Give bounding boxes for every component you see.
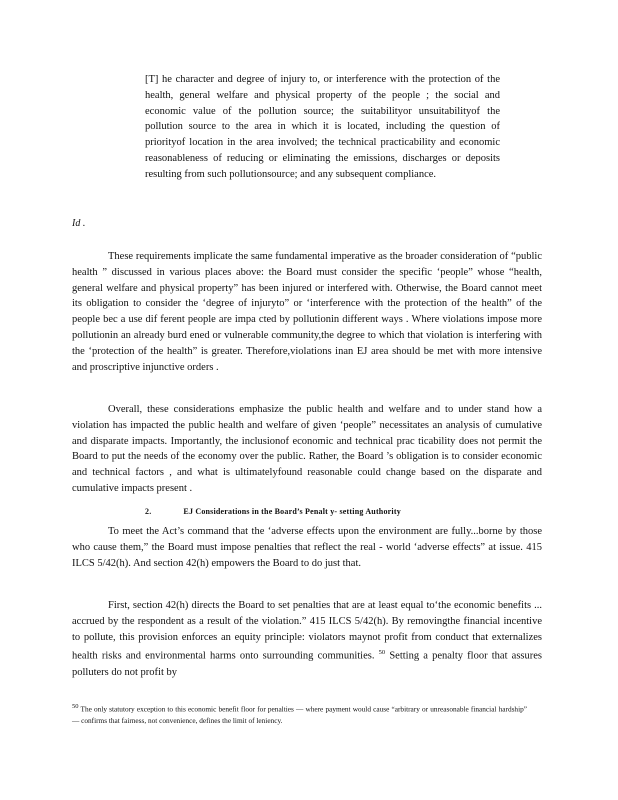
footnote-number: 50 (72, 703, 79, 710)
section-number: 2. (145, 507, 152, 516)
paragraph-requirements (72, 249, 542, 375)
section-title: EJ Considerations in the Board’s Penalt y- setting Authority (183, 507, 401, 516)
paragraph-to-meet (72, 524, 542, 571)
section-heading (145, 507, 401, 516)
block-quote: [T] he character and degree of injury to, or interference with the protection of the health, general welfare and physical property of the people ; the social and economic value of the pollution source; the suitabilityor unsuitabilityof the pollution source to the area in which it is located, including the question of priorityof location in the area involved; the technical practicability and economic reasonableness of reducing or eliminating the emissions, discharges or deposits resulting from such pollutionsource; and any subsequent compliance. (145, 74, 500, 180)
footnote (72, 701, 527, 727)
paragraph-text: These requirements implicate the same fundamental imperative as the broader consideration of “public health ” discussed in various places above: the Board must consider the specific ‘people” whose “health, general welfare and physical property” has been injured or interfered with. Otherwise, the Board cannot meet its obligation to consider the ‘degree of injuryto” or ‘interference with the protection of the health” of the people bec a use dif ferent people are impa cted by pollutionin different ways . Where violations impose more pollutionin an already burd ened or vulnerable community,the degree to which that violation is interfering with the ‘protection of the health” is greater. Therefore,violations inan EJ area should be met with more intensive and proscriptive injunctive orders . (72, 251, 542, 373)
footnote-text: The only statutory exception to this economic benefit floor for penalties — where payment would cause “arbitrary or unreasonable financial hardship” — confirms that fairness, not convenience, defines the limit of leniency. (72, 704, 527, 726)
footnote-reference[interactable]: 50 (378, 649, 386, 657)
paragraph-text: To meet the Act’s command that the ‘adverse effects upon the environment are fully...borne by those who cause them,” the Board must impose penalties that reflect the real - world ‘adverse effects” at issue. 415 ILCS 5/42(h). And section 42(h) empowers the Board to do just that. (72, 526, 542, 569)
paragraph-overall (72, 402, 542, 497)
citation-id: Id . (72, 218, 86, 229)
paragraph-first (72, 598, 542, 680)
paragraph-text-tail: Setting a penalty floor that assures polluters do not profit by (72, 650, 542, 678)
paragraph-text: First, section 42(h) directs the Board to set penalties that are at least equal to‘the economic benefits ... accrued by the respondent as a result of the violation.” 415 ILCS 5/42(h). By removingthe financial incentive to pollute, this provision enforces an equity principle: violators maynot profit from conduct that externalizes health risks and environmental harms onto surrounding communities. (72, 600, 542, 662)
paragraph-text: Overall, these considerations emphasize the public health and welfare and to under stand how a violation has impacted the public health and welfare of given ‘people” necessitates an analysis of cumulative and disparate impacts. Importantly, the inclusionof economic and technical prac ticability does not permit the Board to put the needs of the economy over the public. Rather, the Board ’s obligation is to consider economic and technical factors , and what is ultimatelyfound reasonable could change based on the disparate and cumulative impacts present . (72, 404, 542, 494)
